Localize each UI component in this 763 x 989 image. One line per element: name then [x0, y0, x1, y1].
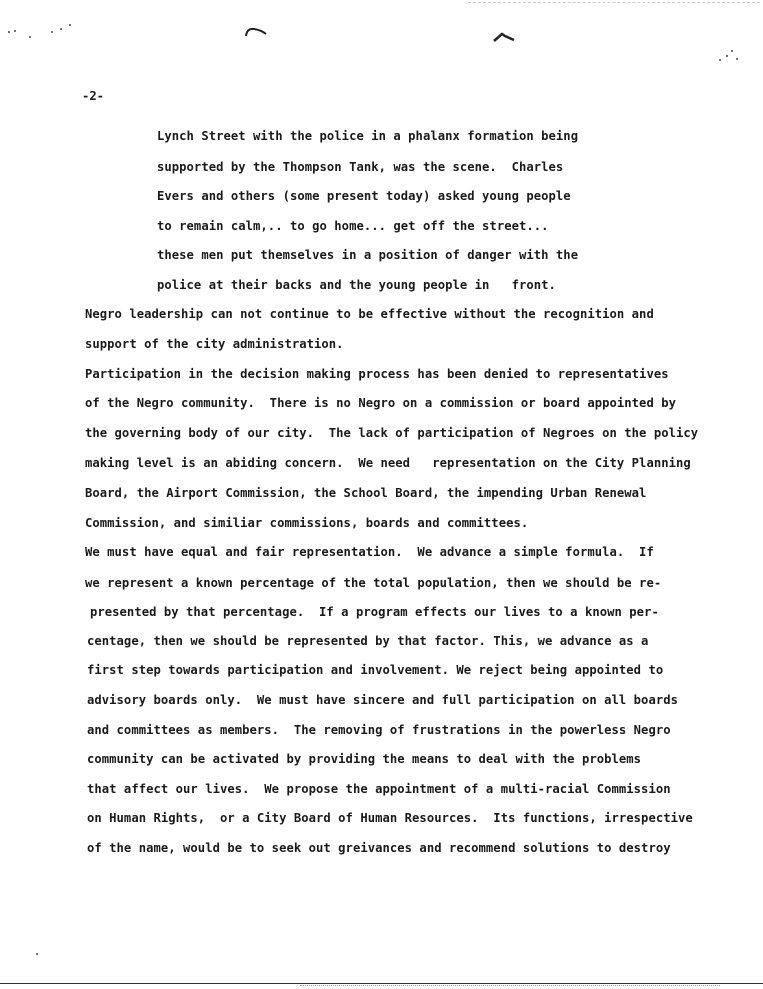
- body-line: Commission, and similiar commissions, boards and committees.: [85, 516, 529, 530]
- body-line: police at their backs and the young people in front.: [157, 278, 556, 292]
- body-line: that affect our lives. We propose the appointment of a multi-racial Commission: [87, 782, 671, 796]
- body-line: Board, the Airport Commission, the School Board, the impending Urban Renewal: [85, 486, 647, 500]
- body-line: Negro leadership can not continue to be effective without the recognition and: [85, 307, 654, 321]
- body-line: supported by the Thompson Tank, was the scene. Charles: [157, 160, 564, 174]
- body-line: making level is an abiding concern. We need representation on the City Planning: [85, 456, 691, 470]
- scan-mark-caret: [492, 30, 516, 44]
- body-line: presented by that percentage. If a program effects our lives to a known per-: [90, 605, 659, 619]
- body-line: and committees as members. The removing of frustrations in the powerless Negro: [87, 723, 671, 737]
- page-number: -2-: [82, 89, 105, 103]
- body-line: centage, then we should be represented by that factor. This, we advance as a: [87, 634, 649, 648]
- body-line: to remain calm,.. to go home... get off the street...: [157, 219, 549, 233]
- body-line: we represent a known percentage of the total population, then we should be re-: [85, 576, 662, 590]
- body-line: Lynch Street with the police in a phalanx formation being: [157, 129, 579, 143]
- body-line: Evers and others (some present today) asked young people: [157, 189, 571, 203]
- body-line: support of the city administration.: [85, 337, 344, 351]
- scan-mark-hook: [244, 26, 268, 40]
- scan-bottom-dots: [300, 985, 720, 986]
- body-line: Participation in the decision making process has been denied to representatives: [85, 367, 669, 381]
- scan-bottom-edge: [0, 983, 763, 984]
- body-line: of the Negro community. There is no Negro on a commission or board appointed by: [85, 396, 676, 410]
- body-line: on Human Rights, or a City Board of Human Resources. Its functions, irrespective: [87, 811, 693, 825]
- body-line: We must have equal and fair representation. We advance a simple formula. If: [85, 545, 654, 559]
- body-line: advisory boards only. We must have sincere and full participation on all boards: [87, 693, 678, 707]
- body-line: the governing body of our city. The lack of participation of Negroes on the policy: [85, 426, 699, 440]
- scan-edge-dashes: [468, 2, 760, 3]
- body-line: first step towards participation and involvement. We reject being appointed to: [87, 663, 664, 677]
- body-line: of the name, would be to seek out greivances and recommend solutions to destroy: [87, 841, 671, 855]
- body-line: community can be activated by providing the means to deal with the problems: [87, 752, 642, 766]
- body-line: these men put themselves in a position of danger with the: [157, 248, 579, 262]
